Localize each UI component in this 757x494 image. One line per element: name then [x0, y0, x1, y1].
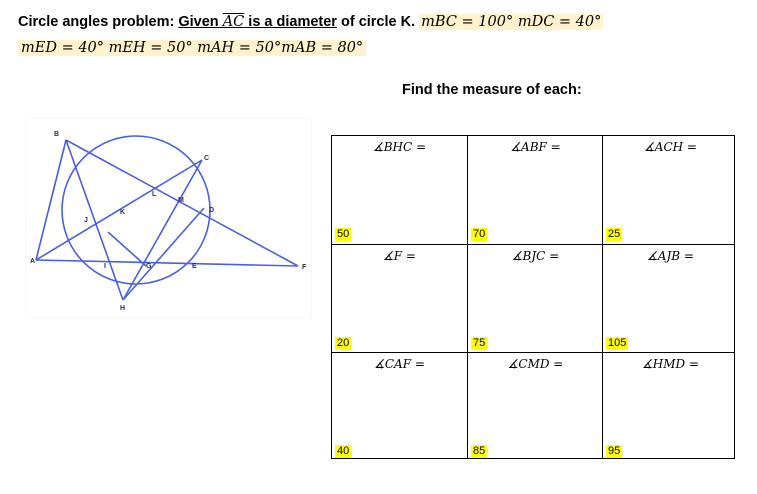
svg-text:G: G — [146, 263, 152, 270]
svg-text:C: C — [204, 155, 210, 162]
angle-label: ∡BHC = — [372, 140, 427, 154]
angle-cell-cmd — [468, 353, 603, 461]
angle-cell-hmd — [603, 353, 738, 461]
answer-value: 85 — [473, 445, 486, 457]
circle-diagram — [26, 118, 312, 318]
angle-cell-ach — [603, 136, 738, 244]
answer-value: 50 — [337, 228, 350, 240]
answer-value: 105 — [608, 337, 627, 349]
angle-label: ∡F = — [383, 249, 416, 263]
svg-text:I: I — [104, 263, 106, 270]
angle-cell-caf — [332, 353, 467, 461]
circle-text: of circle K. — [336, 14, 416, 30]
instruction-heading: Find the measure of each: — [402, 82, 582, 98]
angle-label: ∡ABF = — [510, 140, 561, 154]
arc-measures-2: mED = 40° mEH = 50° mAH = 50°mAB = 80° — [18, 40, 366, 56]
angle-cell-ajb — [603, 245, 738, 353]
arc-measures-1: mBC = 100° mDC = 40° — [421, 14, 602, 30]
answer-value: 40 — [337, 445, 350, 457]
svg-text:H: H — [120, 305, 126, 312]
svg-text:F: F — [302, 264, 307, 271]
svg-text:L: L — [152, 191, 157, 198]
diameter-segment: AC — [222, 14, 245, 30]
diameter-text: is a diameter — [244, 14, 337, 30]
arc-measures-line — [18, 40, 366, 56]
given-label: Given — [178, 14, 223, 30]
given-text — [178, 14, 337, 30]
svg-text:A: A — [30, 258, 36, 265]
angle-cell-bjc — [468, 245, 603, 353]
angle-label: ∡HMD = — [642, 357, 699, 371]
answer-value: 25 — [608, 228, 621, 240]
angle-cell-bhc — [332, 136, 467, 244]
angle-cell-abf — [468, 136, 603, 244]
angle-label: ∡CMD = — [507, 357, 564, 371]
svg-text:M: M — [178, 197, 184, 204]
answer-value: 70 — [473, 228, 486, 240]
intro-text: Circle angles problem: — [18, 14, 179, 30]
answer-grid — [331, 135, 735, 459]
svg-text:K: K — [120, 209, 126, 216]
svg-text:D: D — [209, 207, 215, 214]
angle-cell-f — [332, 245, 467, 353]
problem-statement — [18, 14, 603, 30]
angle-label: ∡ACH = — [644, 140, 697, 154]
answer-value: 20 — [337, 337, 350, 349]
svg-text:B: B — [54, 131, 60, 138]
angle-label: ∡CAF = — [374, 357, 425, 371]
svg-text:J: J — [84, 217, 88, 224]
svg-text:E: E — [192, 263, 197, 270]
angle-label: ∡BJC = — [511, 249, 560, 263]
angle-label: ∡AJB = — [647, 249, 694, 263]
answer-value: 75 — [473, 337, 486, 349]
answer-value: 95 — [608, 445, 621, 457]
